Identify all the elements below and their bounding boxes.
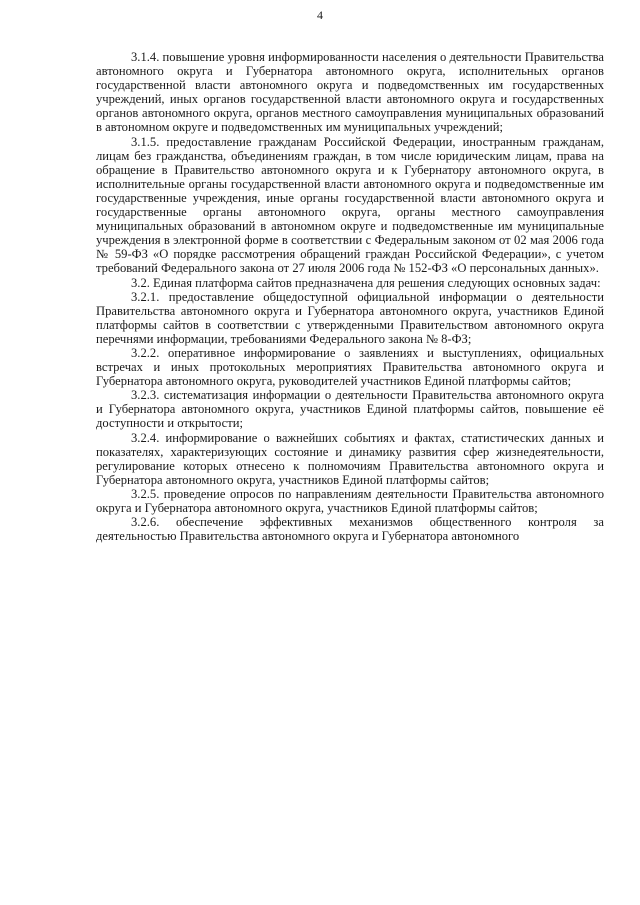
paragraph-3-2-3: 3.2.3. систематизация информации о деятельности Правительства автономного округа и Губернатора автономного округа, участников Единой платформы сайтов, повышение её доступности и открытости; — [96, 388, 604, 431]
paragraph-3-2-4: 3.2.4. информирование о важнейших событиях и фактах, статистических данных и показателях, характеризующих состояние и динамику развития сфер жизнедеятельности, регулирование которых отнесено к полномочиям Правительства автономного округа и Губернатора автономного округа, участников Единой платформы сайтов; — [96, 430, 604, 487]
document-body — [96, 50, 604, 543]
paragraph-3-1-5: 3.1.5. предоставление гражданам Российской Федерации, иностранным гражданам, лицам без гражданства, объединениям граждан, в том числе юридическим лицам, права на обращение в Правительство автономного округа и к Губернатору автономного округа, в исполнительные органы государственной власти автономного округа и подведомственные им государственные учреждения, иные органы государственной власти автономного округа и государственные органы автономного округа, органы местного самоуправления муниципальных образований в автономном округе и подведомственные им муниципальные учреждения в электронной форме в соответствии с Федеральным законом от 02 мая 2006 года № 59-ФЗ «О порядке рассмотрения обращений граждан Российской Федерации», с учетом требований Федерального закона от 27 июля 2006 года № 152-ФЗ «О персональных данных». — [96, 134, 604, 276]
page-number: 4 — [317, 8, 323, 22]
paragraph-3-2-6: 3.2.6. обеспечение эффективных механизмов общественного контроля за деятельностью Правительства автономного округа и Губернатора автономного — [96, 515, 604, 544]
paragraph-3-1-4: 3.1.4. повышение уровня информированности населения о деятельности Правительства автономного округа и Губернатора автономного округа, исполнительных органов государственной власти автономного округа и подведомственных им государственных учреждений, иных органов государственной власти автономного округа и государственных органов автономного округа, органов местного самоуправления муниципальных образований в автономном округе и подведомственных им муниципальных учреждений; — [96, 50, 604, 135]
paragraph-3-2-2: 3.2.2. оперативное информирование о заявлениях и выступлениях, официальных встречах и иных протокольных мероприятиях Правительства автономного округа и Губернатора автономного округа, руководителей участников Единой платформы сайтов; — [96, 345, 604, 389]
paragraph-3-2: 3.2. Единая платформа сайтов предназначена для решения следующих основных задач: — [131, 275, 601, 290]
paragraph-3-2-1: 3.2.1. предоставление общедоступной официальной информации о деятельности Правительства автономного округа и Губернатора автономного округа, участников Единой платформы сайтов в соответствии с утвержденными Правительством автономного округа перечнями информации, требованиями Федерального закона № 8-ФЗ; — [96, 289, 604, 346]
paragraph-3-2-5: 3.2.5. проведение опросов по направлениям деятельности Правительства автономного округа и Губернатора автономного округа, участников Единой платформы сайтов; — [96, 486, 604, 515]
